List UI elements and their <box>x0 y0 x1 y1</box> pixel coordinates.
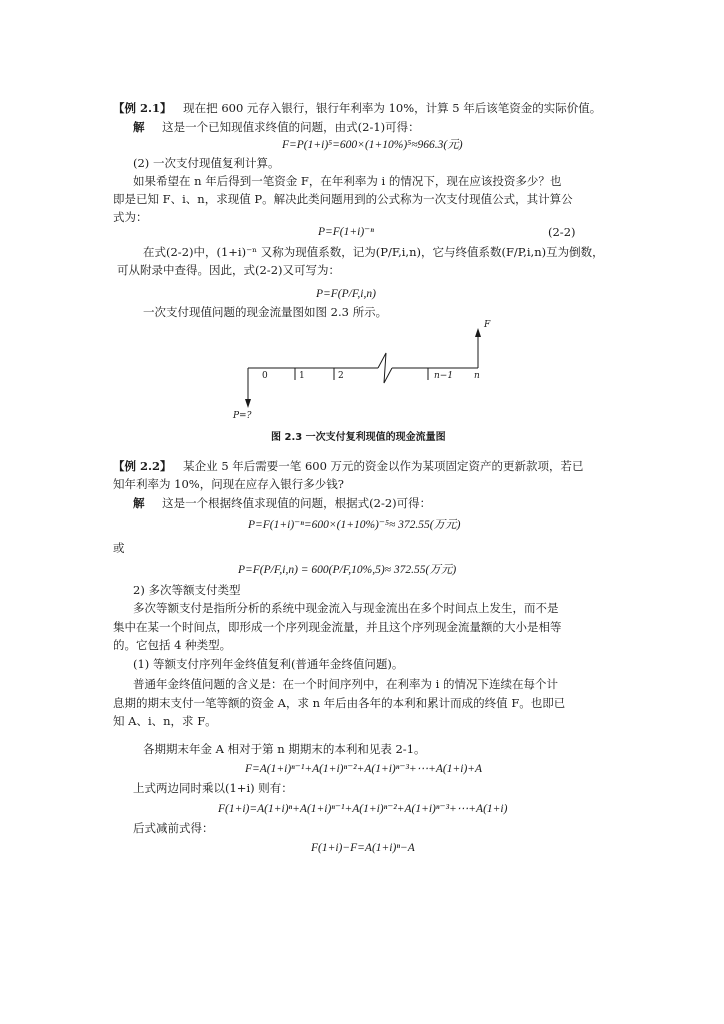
solution-label: 解 <box>133 120 145 134</box>
paragraph-line: 息期的期末支付一笔等额的资金 A，求 n 年后由各年的本利和累计而成的终值 F。也即已 <box>113 696 566 710</box>
or-word: 或 <box>113 541 125 555</box>
example-2-1-paragraph <box>113 100 601 116</box>
timeline-break-mark <box>378 353 392 383</box>
example-2-2-label: 【例 2.2】 <box>113 459 172 473</box>
label-P: P=? <box>233 411 252 421</box>
example-2-1-formula: F=P(1+i)⁵=600×(1+10%)⁵≈966.3(元) <box>282 139 463 151</box>
example-2-2-formula-1: P=F(1+i)⁻ⁿ=600×(1+10%)⁻⁵≈ 372.55(万元) <box>248 519 461 531</box>
formula-2-2: P=F(1+i)⁻ⁿ <box>318 226 374 238</box>
example-2-1-text: 现在把 600 元存入银行，银行年利率为 10%，计算 5 年后该笔资金的实际价值。 <box>183 101 602 115</box>
figure-caption: 图 2.3 一次支付复利现值的现金流量图 <box>271 432 446 443</box>
cash-flow-diagram <box>220 318 510 428</box>
tick-label-0: 0 <box>262 371 268 381</box>
example-2-2-text: 某企业 5 年后需要一笔 600 万元的资金以作为某项固定资产的更新款项，若已 <box>183 459 584 473</box>
paragraph-line: 可从附录中查得。因此，式(2-2)又可写为： <box>117 263 340 277</box>
solution-text: 这是一个根据终值求现值的问题，根据式(2-2)可得： <box>162 496 432 510</box>
paragraph-line: 知年利率为 10%，问现在应存入银行多少钱? <box>113 477 344 491</box>
annuity-formula-3: F(1+i)−F=A(1+i)ⁿ−A <box>311 842 415 854</box>
paragraph-line: 上式两边同时乘以(1+i) 则有： <box>133 781 293 795</box>
annuity-formula-2: F(1+i)=A(1+i)ⁿ+A(1+i)ⁿ⁻¹+A(1+i)ⁿ⁻²+A(1+i)ⁿ⁻³+⋯+A(1+i) <box>218 803 508 815</box>
paragraph-line: 普通年金终值问题的含义是：在一个时间序列中，在利率为 i 的情况下连续在每个计 <box>133 677 558 691</box>
example-2-2-paragraph <box>113 458 584 474</box>
tick-label-n: n <box>474 371 480 381</box>
example-2-1-solution <box>133 119 420 135</box>
section-heading-single-payment-pv: (2) 一次支付现值复利计算。 <box>133 156 280 170</box>
tick-label-n-minus-1: n−1 <box>434 371 454 381</box>
paragraph-line: 如果希望在 n 年后得到一笔资金 F，在年利率为 i 的情况下，现在应该投资多少？也 <box>133 174 562 188</box>
paragraph-line: 后式减前式得： <box>133 821 214 835</box>
paragraph-line: 知 A、i、n，求 F。 <box>113 714 217 728</box>
paragraph-line: 式为： <box>113 210 148 224</box>
solution-text: 这是一个已知现值求终值的问题，由式(2-1)可得： <box>162 120 420 134</box>
example-2-2-solution <box>133 495 431 511</box>
formula-2-2-alt: P=F(P/F,i,n) <box>316 288 376 300</box>
solution-label: 解 <box>133 496 145 510</box>
paragraph-line: 即是已知 F、i、n，求现值 P。解决此类问题用到的公式称为一次支付现值公式，其计算公 <box>113 192 573 206</box>
arrowhead-up <box>475 328 481 337</box>
paragraph-line: 一次支付现值问题的现金流量图如图 2.3 所示。 <box>143 305 388 319</box>
tick-label-2: 2 <box>338 371 344 381</box>
formula-number: (2-2) <box>548 225 576 239</box>
arrowhead-down <box>245 399 251 408</box>
example-2-1-label: 【例 2.1】 <box>113 101 172 115</box>
section-heading-multiple-payments: 2) 多次等额支付类型 <box>133 583 241 597</box>
paragraph-line: 集中在某一个时间点，即形成一个序列现金流量，并且这个序列现金流量额的大小是相等 <box>113 620 562 634</box>
tick-label-1: 1 <box>299 371 305 381</box>
annuity-formula-1: F=A(1+i)ⁿ⁻¹+A(1+i)ⁿ⁻²+A(1+i)ⁿ⁻³+⋯+A(1+i)+A <box>245 763 483 775</box>
example-2-2-formula-2: P=F(P/F,i,n) = 600(P/F,10%,5)≈ 372.55(万元) <box>238 564 457 576</box>
paragraph-line: 在式(2-2)中，(1+i)⁻ⁿ 又称为现值系数，记为(P/F,i,n)，它与终值系数(F/P,i,n)互为倒数， <box>143 245 604 259</box>
label-F: F <box>484 320 491 330</box>
paragraph-line: 各期期末年金 A 相对于第 n 期期末的本利和见表 2-1。 <box>143 742 426 756</box>
subsection-heading: (1) 等额支付序列年金终值复利(普通年金终值问题)。 <box>133 657 404 671</box>
paragraph-line: 的。它包括 4 种类型。 <box>113 638 232 652</box>
paragraph-line: 多次等额支付是指所分析的系统中现金流入与现金流出在多个时间点上发生，而不是 <box>133 601 559 615</box>
